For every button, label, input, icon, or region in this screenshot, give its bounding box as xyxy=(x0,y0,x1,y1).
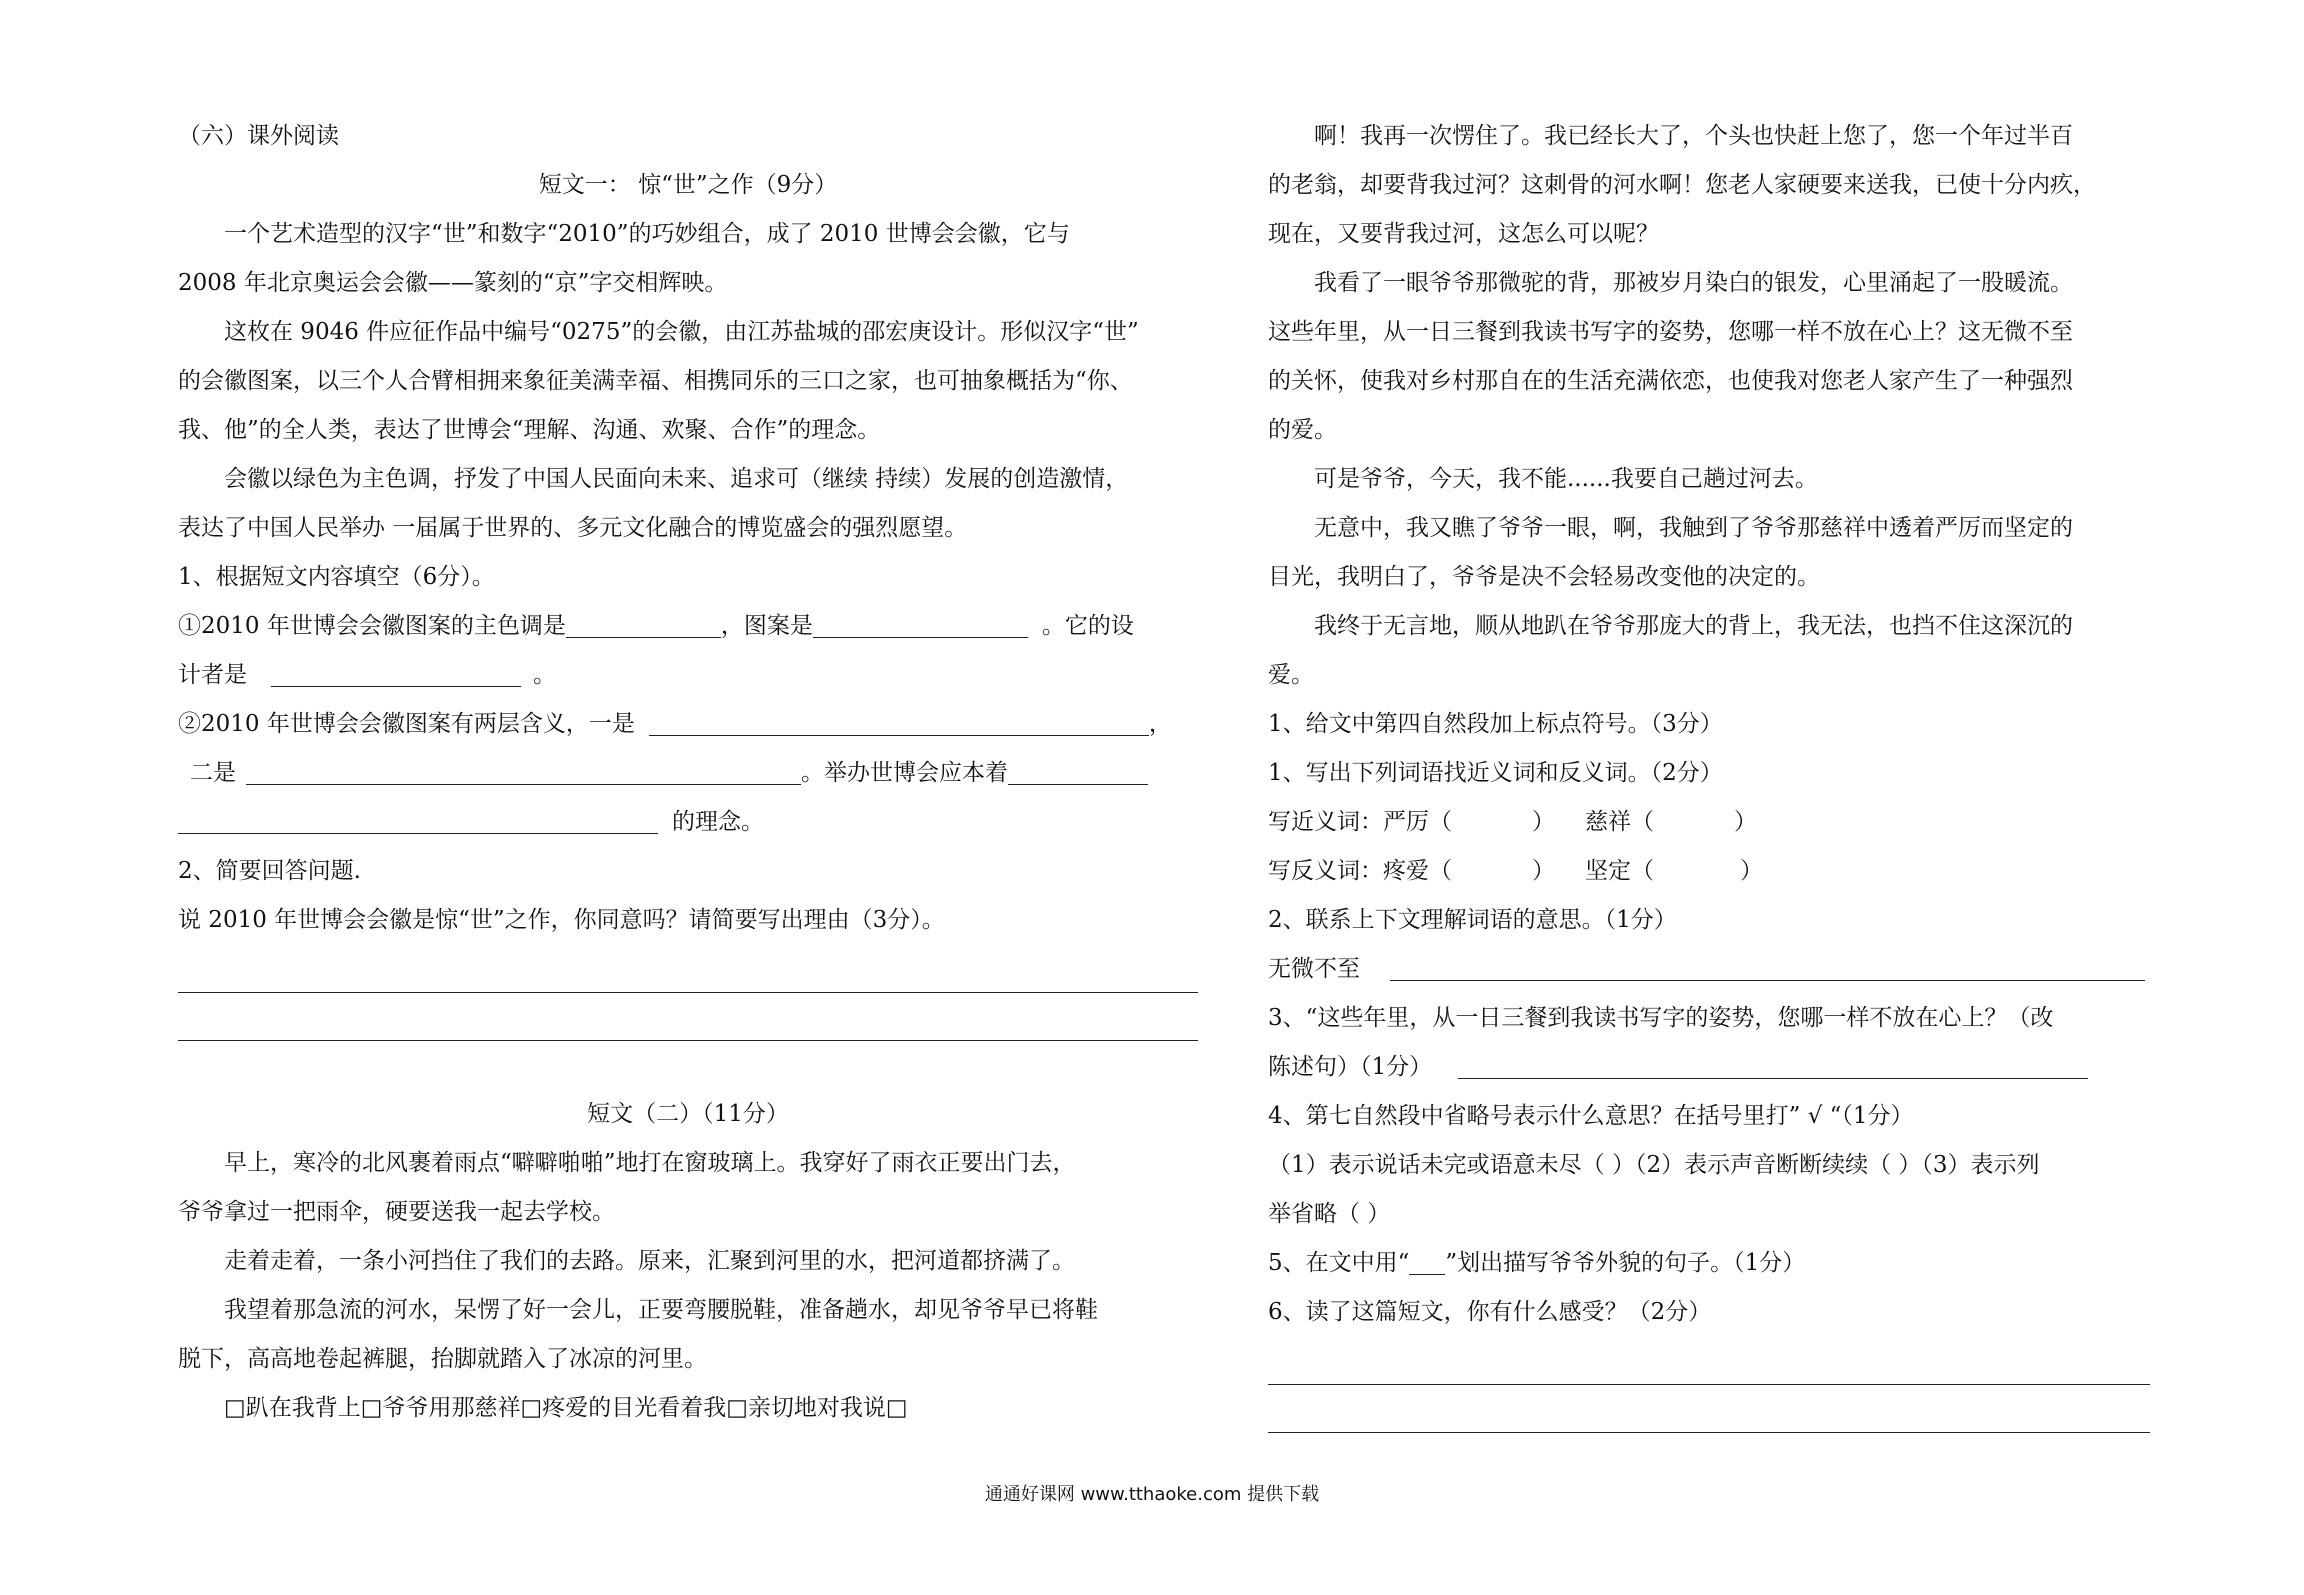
q1a-text: ①2010 年世博会会徽图案的主色调是 xyxy=(178,613,566,639)
passage2-line: 脱下，高高地卷起裤腿，抬脚就踏入了冰凉的河里。 xyxy=(178,1346,707,1372)
meaning-blank[interactable] xyxy=(1390,954,2145,981)
passage2-cont-line: 这些年里，从一日三餐到我读书写字的姿势，您哪一样不放在心上？这无微不至 xyxy=(1268,319,2073,345)
q1b-text4: 。举办世博会应本着 xyxy=(801,760,1008,786)
r-question-4-cont xyxy=(1268,1043,2150,1092)
passage1-title: 短文一： 惊“世”之作（9分） xyxy=(538,172,838,198)
principle-blank[interactable] xyxy=(1008,758,1148,785)
passage2-line: □趴在我背上□爷爷用那慈祥□疼爱的目光看着我□亲切地对我说□ xyxy=(224,1395,908,1421)
passage2-cont-line: 的爱。 xyxy=(1268,417,1337,443)
pattern-blank[interactable] xyxy=(813,611,1028,638)
syn-label: 写近义词：严厉（ xyxy=(1268,809,1452,835)
question-1b-cont xyxy=(178,749,1198,798)
meaning2-blank[interactable] xyxy=(246,758,801,785)
statement-blank[interactable] xyxy=(1458,1052,2088,1079)
q1b-text5: 的理念。 xyxy=(672,809,764,835)
q6-text2: ”划出描写爷爷外貌的句子。（1分） xyxy=(1445,1250,1806,1276)
antonym-row xyxy=(1268,847,2150,896)
r-question-5-options2: 举省略（ ） xyxy=(1268,1201,1391,1227)
q6-text: 5、在文中用“ xyxy=(1268,1250,1410,1276)
passage2-cont-line: 爱。 xyxy=(1268,662,1314,688)
color-blank[interactable] xyxy=(566,611,721,638)
principle-blank-cont[interactable] xyxy=(178,807,658,834)
passage2-cont-line: 我终于无言地，顺从地趴在爷爷那庞大的背上，我无法，也挡不住这深沉的 xyxy=(1314,613,2073,639)
r-question-4: 3、“这些年里，从一日三餐到我读书写字的姿势，您哪一样不放在心上？（改 xyxy=(1268,1005,2054,1031)
passage1-line: 的会徽图案，以三个人合臂相拥来象征美满幸福、相携同乐的三口之家，也可抽象概括为“你、 xyxy=(178,368,1133,394)
passage2-cont-line: 目光，我明白了，爷爷是决不会轻易改变他的决定的。 xyxy=(1268,564,1820,590)
section-heading: （六）课外阅读 xyxy=(178,123,339,149)
passage1-line: 会徽以绿色为主色调，抒发了中国人民面向未来、追求可（继续 持续）发展的创造激情， xyxy=(224,466,1129,492)
passage1-line: 一个艺术造型的汉字“世”和数字“2010”的巧妙组合，成了 2010 世博会会徽，它与 xyxy=(224,221,1070,247)
answer-line[interactable] xyxy=(178,993,1198,1041)
r-question-3-row xyxy=(1268,945,2150,994)
q1a-text3: 。它的设 xyxy=(1041,613,1134,639)
passage1-line: 2008 年北京奥运会会徽——篆刻的“京”字交相辉映。 xyxy=(178,270,728,296)
answer-line[interactable] xyxy=(1268,1337,2150,1385)
question-2: 2、简要回答问题. xyxy=(178,858,361,884)
q1a-text4: 计者是 xyxy=(178,662,247,688)
passage1-line: 我、他”的全人类，表达了世博会“理解、沟通、欢聚、合作”的理念。 xyxy=(178,417,881,443)
synonym-row xyxy=(1268,798,2150,847)
passage2-title: 短文（二）（11分） xyxy=(587,1101,789,1127)
answer-line[interactable] xyxy=(1268,1385,2150,1433)
passage2-cont-line: 现在，又要背我过河，这怎么可以呢？ xyxy=(1268,221,1659,247)
ant-label: 写反义词：疼爱（ xyxy=(1268,858,1452,884)
passage2-cont-line: 的老翁，却要背我过河？这刺骨的河水啊！您老人家硬要来送我，已使十分内疚， xyxy=(1268,172,2096,198)
passage2-cont-line: 无意中，我又瞧了爷爷一眼，啊，我触到了爷爷那慈祥中透着严厉而坚定的 xyxy=(1314,515,2073,541)
question-1b-cont2 xyxy=(178,798,1198,847)
r-question-7: 6、读了这篇短文，你有什么感受？（2分） xyxy=(1268,1299,1712,1325)
left-column xyxy=(178,112,1198,1433)
question-1a xyxy=(178,602,1198,651)
q4-text: 陈述句）（1分） xyxy=(1268,1054,1433,1080)
r-question-1: 1、给文中第四自然段加上标点符号。（3分） xyxy=(1268,711,1723,737)
r-question-5: 4、第七自然段中省略号表示什么意思？在括号里打” √ “（1分） xyxy=(1268,1103,1914,1129)
syn-word2: 慈祥（ xyxy=(1585,809,1654,835)
question-1b xyxy=(178,700,1198,749)
passage2-cont-line: 的关怀，使我对乡村那自在的生活充满依恋，也使我对您老人家产生了一种强烈 xyxy=(1268,368,2073,394)
q1b-text3: 二是 xyxy=(190,760,236,786)
underline-sample xyxy=(1409,1248,1445,1275)
passage1-line: 这枚在 9046 件应征作品中编号“0275”的会徽，由江苏盐城的邵宏庚设计。形似汉字“世” xyxy=(224,319,1139,345)
r-question-6 xyxy=(1268,1239,2150,1288)
q1a-text2: ，图案是 xyxy=(720,613,813,639)
r-question-5-options: （1）表示说话未完或语意未尽（ ）（2）表示声音断断续续（ ）（3）表示列 xyxy=(1268,1152,2040,1178)
passage2-line: 我望着那急流的河水，呆愣了好一会儿，正要弯腰脱鞋，准备趟水，却见爷爷早已将鞋 xyxy=(224,1297,1098,1323)
passage2-line: 早上，寒冷的北风裹着雨点“噼噼啪啪”地打在窗玻璃上。我穿好了雨衣正要出门去， xyxy=(224,1150,1076,1176)
designer-blank[interactable] xyxy=(271,660,521,687)
passage2-cont-line: 啊！我再一次愣住了。我已经长大了，个头也快赶上您了，您一个年过半百 xyxy=(1314,123,2073,149)
question-2-text: 说 2010 年世博会会徽是惊“世”之作，你同意吗？请简要写出理由（3分）。 xyxy=(178,907,945,933)
passage1-line: 表达了中国人民举办 一届属于世界的、多元文化融合的博览盛会的强烈愿望。 xyxy=(178,515,968,541)
passage2-line: 爷爷拿过一把雨伞，硬要送我一起去学校。 xyxy=(178,1199,615,1225)
ant-close1: ） xyxy=(1532,858,1555,884)
question-1: 1、根据短文内容填空（6分）。 xyxy=(178,564,495,590)
r-question-3: 2、联系上下文理解词语的意思。（1分） xyxy=(1268,907,1677,933)
ant-close2: ） xyxy=(1740,858,1763,884)
question-1a-cont xyxy=(178,651,1198,700)
right-column xyxy=(1268,112,2150,1433)
meaning1-blank[interactable] xyxy=(649,709,1149,736)
passage2-line: 走着走着，一条小河挡住了我们的去路。原来，汇聚到河里的水，把河道都挤满了。 xyxy=(224,1248,1075,1274)
q1b-text2: ， xyxy=(1148,711,1172,737)
passage2-cont-line: 可是爷爷，今天，我不能......我要自己趟过河去。 xyxy=(1314,466,1818,492)
q1b-text: ②2010 年世博会会徽图案有两层含义，一是 xyxy=(178,711,635,737)
footer-credit: 通通好课网 www.tthaoke.com 提供下载 xyxy=(984,1484,1320,1505)
syn-close2: ） xyxy=(1734,809,1757,835)
ant-word2: 坚定（ xyxy=(1585,858,1654,884)
r-question-2: 1、写出下列词语找近义词和反义词。（2分） xyxy=(1268,760,1723,786)
answer-line[interactable] xyxy=(178,945,1198,993)
passage2-cont-line: 我看了一眼爷爷那微驼的背，那被岁月染白的银发，心里涌起了一股暖流。 xyxy=(1314,270,2073,296)
q3-word: 无微不至 xyxy=(1268,956,1360,982)
q1a-text5: 。 xyxy=(533,662,556,688)
syn-close1: ） xyxy=(1532,809,1555,835)
